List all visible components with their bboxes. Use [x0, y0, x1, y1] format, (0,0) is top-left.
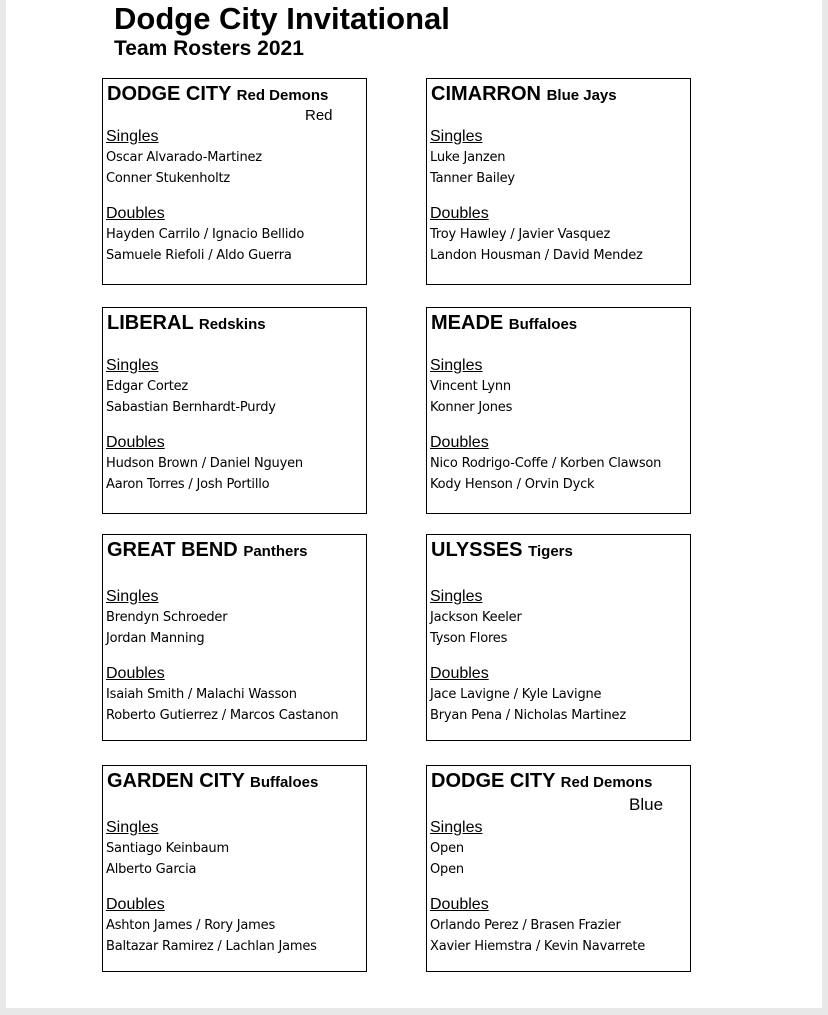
- doubles-label: Doubles: [106, 205, 165, 222]
- team-name: ULYSSES Tigers: [431, 539, 573, 561]
- team-mascot: Buffaloes: [508, 316, 578, 333]
- document-title: Dodge City Invitational: [114, 1, 450, 36]
- singles-label: Singles: [106, 588, 159, 605]
- singles-label: Singles: [430, 588, 483, 605]
- singles-player: Santiago Keinbaum: [106, 841, 229, 856]
- doubles-label: Doubles: [430, 665, 489, 682]
- team-mascot: Blue Jays: [546, 87, 617, 104]
- team-name: CIMARRON Blue Jays: [431, 83, 617, 105]
- team-roster-box: [102, 765, 367, 972]
- team-roster-box: [426, 78, 691, 285]
- doubles-pair: Hudson Brown / Daniel Nguyen: [106, 456, 303, 471]
- singles-player: Open: [430, 862, 464, 877]
- team-roster-box: [426, 307, 691, 514]
- singles-player: Open: [430, 841, 464, 856]
- doubles-label: Doubles: [430, 434, 489, 451]
- singles-player: Jordan Manning: [106, 631, 205, 646]
- doubles-label: Doubles: [106, 434, 165, 451]
- singles-player: Oscar Alvarado-Martinez: [106, 150, 262, 165]
- doubles-pair: Nico Rodrigo-Coffe / Korben Clawson: [430, 456, 662, 471]
- singles-player: Konner Jones: [430, 400, 513, 415]
- team-roster-box: [102, 307, 367, 514]
- team-roster-box: [102, 78, 367, 285]
- singles-player: Tanner Bailey: [430, 171, 515, 186]
- team-mascot: Buffaloes: [249, 774, 319, 791]
- doubles-label: Doubles: [106, 665, 165, 682]
- doubles-pair: Orlando Perez / Brasen Frazier: [430, 918, 621, 933]
- team-roster-box: [426, 765, 691, 972]
- singles-label: Singles: [106, 357, 159, 374]
- singles-player: Luke Janzen: [430, 150, 506, 165]
- team-mascot: Tigers: [528, 543, 573, 560]
- singles-player: Conner Stukenholtz: [106, 171, 231, 186]
- singles-label: Singles: [106, 819, 159, 836]
- team-mascot: Red Demons: [236, 87, 329, 104]
- doubles-label: Doubles: [430, 896, 489, 913]
- singles-label: Singles: [430, 128, 483, 145]
- singles-player: Jackson Keeler: [430, 610, 522, 625]
- team-name: GARDEN CITY Buffaloes: [107, 770, 319, 792]
- team-name: DODGE CITY Red Demons: [431, 770, 653, 792]
- doubles-pair: Xavier Hiemstra / Kevin Navarrete: [430, 939, 646, 954]
- team-roster-box: [426, 534, 691, 741]
- singles-player: Sabastian Bernhardt-Purdy: [106, 400, 276, 415]
- singles-label: Singles: [430, 357, 483, 374]
- doubles-pair: Aaron Torres / Josh Portillo: [106, 477, 270, 492]
- team-name: DODGE CITY Red Demons: [107, 83, 329, 105]
- singles-label: Singles: [106, 128, 159, 145]
- doubles-pair: Kody Henson / Orvin Dyck: [430, 477, 595, 492]
- team-mascot: Red Demons: [560, 774, 653, 791]
- doubles-pair: Jace Lavigne / Kyle Lavigne: [430, 687, 602, 702]
- team-color: Blue: [629, 795, 664, 814]
- document-subtitle: Team Rosters 2021: [114, 37, 304, 60]
- doubles-pair: Samuele Riefoli / Aldo Guerra: [106, 248, 292, 263]
- team-name: GREAT BEND Panthers: [107, 539, 308, 561]
- team-mascot: Panthers: [243, 543, 308, 560]
- singles-player: Edgar Cortez: [106, 379, 189, 394]
- doubles-pair: Baltazar Ramirez / Lachlan James: [106, 939, 317, 954]
- doubles-pair: Hayden Carrilo / Ignacio Bellido: [106, 227, 305, 242]
- doubles-pair: Ashton James / Rory James: [106, 918, 276, 933]
- doubles-pair: Troy Hawley / Javier Vasquez: [430, 227, 611, 242]
- doubles-pair: Bryan Pena / Nicholas Martinez: [430, 708, 626, 723]
- singles-player: Brendyn Schroeder: [106, 610, 228, 625]
- team-name: LIBERAL Redskins: [107, 312, 266, 334]
- singles-player: Vincent Lynn: [430, 379, 511, 394]
- doubles-label: Doubles: [106, 896, 165, 913]
- team-mascot: Redskins: [198, 316, 266, 333]
- doubles-label: Doubles: [430, 205, 489, 222]
- singles-label: Singles: [430, 819, 483, 836]
- team-color: Red: [305, 107, 333, 124]
- document-page: [6, 0, 822, 1008]
- team-roster-box: [102, 534, 367, 741]
- doubles-pair: Roberto Gutierrez / Marcos Castanon: [106, 708, 339, 723]
- singles-player: Alberto Garcia: [106, 862, 197, 877]
- singles-player: Tyson Flores: [430, 631, 508, 646]
- doubles-pair: Landon Housman / David Mendez: [430, 248, 643, 263]
- doubles-pair: Isaiah Smith / Malachi Wasson: [106, 687, 297, 702]
- team-name: MEADE Buffaloes: [431, 312, 578, 334]
